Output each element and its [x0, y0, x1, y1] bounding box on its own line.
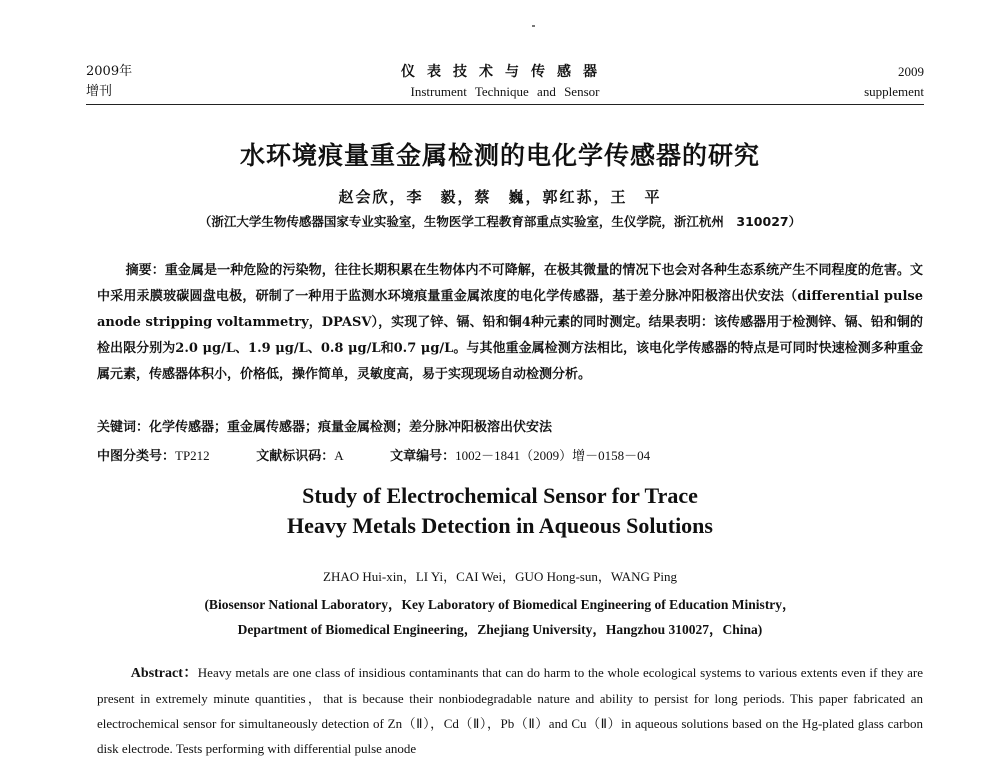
header-issue-en: supplement — [864, 84, 924, 99]
keywords-cn-text: 化学传感器；重金属传感器；痕量金属检测；差分脉冲阳极溶出伏安法 — [149, 420, 553, 435]
running-header — [86, 62, 924, 105]
keywords-cn-label: 关键词： — [97, 420, 150, 435]
header-issue: 增刊 — [86, 84, 113, 99]
header-year-en: 2009 — [898, 64, 924, 79]
affiliation-en — [0, 592, 1000, 642]
abstract-cn-label: 摘要： — [125, 263, 165, 278]
abstract-cn-text: 重金属是一种危险的污染物，往往长期积累在生物体内不可降解，在极其微量的情况下也会对各种生态系统产生不同程度的危害。文中采用汞膜玻碳圆盘电极，研制了一种用于监测水环境痕量重金属浓度的电化学传感器，基于差分脉冲阳极溶出伏安法（differential pulse anode stripping voltammetry，DPASV），实现了锌、镉、铅和铜4种元素的同时测定。结果表明：该传感器用于检测锌、镉、铅和铜的检出限分别为2.0 μg/L、1.9 μg/L、0.8 μg/L和0.7 μg/L。与其他重金属检测方法相比，该电化学传感器的特点是可同时快速检测多种重金属元素，传感器体积小，价格低，操作简单，灵敏度高，易于实现现场自动检测分析。 — [97, 263, 923, 382]
abstract-en-text: Heavy metals are one class of insidious contaminants that can do harm to the whole ecological systems to various extents even if they are present in extremely minute quantities，that is because their nonbiodegradable nature and ability to persist for long periods. This paper fabricated an electrochemical sensor for simultaneously detection of Zn（Ⅱ），Cd（Ⅱ），Pb（Ⅱ）and Cu（Ⅱ）in aqueous solutions based on the Hg-plated glass carbon disk electrode. Tests performing with differential pulse anode — [97, 665, 923, 756]
title-en-line2: Heavy Metals Detection in Aqueous Solutions — [287, 513, 713, 538]
header-journal — [86, 62, 924, 102]
article-no-value: 1002－1841（2009）增－0158－04 — [455, 448, 651, 463]
doc-code-label: 文献标识码： — [256, 449, 335, 464]
journal-name-en: Instrument Technique and Sensor — [410, 84, 600, 99]
affiliation-en-line1: (Biosensor National Laboratory，Key Laboratory of Biomedical Engineering of Education Ministry， — [204, 597, 796, 612]
header-year: 2009年 — [86, 64, 133, 79]
affiliation-cn: （浙江大学生物传感器国家专业实验室，生物医学工程教育部重点实验室，生仪学院，浙江杭州 310027） — [198, 214, 802, 229]
classification-line — [97, 446, 692, 467]
clc-label: 中图分类号： — [97, 449, 176, 464]
authors-cn: 赵会欣，李 毅，蔡 巍，郭红荪，王 平 — [338, 188, 662, 206]
clc-value: TP212 — [175, 448, 210, 463]
paper-title-en — [0, 481, 1000, 541]
abstract-cn — [97, 258, 923, 388]
affiliation-en-line2: Department of Biomedical Engineering，Zhejiang University，Hangzhou 310027，China) — [237, 622, 763, 637]
article-no-label: 文章编号： — [390, 449, 456, 464]
authors-en: ZHAO Hui-xin，LI Yi，CAI Wei，GUO Hong-sun，WANG Ping — [323, 569, 677, 584]
title-en-line1: Study of Electrochemical Sensor for Trace — [302, 483, 698, 508]
abstract-en — [97, 660, 923, 761]
doc-code-value: A — [334, 448, 344, 463]
journal-name-cn: 仪表技术与传感器 — [401, 64, 609, 80]
paper-title-cn: 水环境痕量重金属检测的电化学传感器的研究 — [239, 141, 760, 170]
keywords-cn — [97, 418, 552, 438]
abstract-en-label: Abstract： — [130, 666, 198, 681]
header-right — [864, 62, 924, 102]
scan-artifact-dot — [532, 25, 535, 27]
